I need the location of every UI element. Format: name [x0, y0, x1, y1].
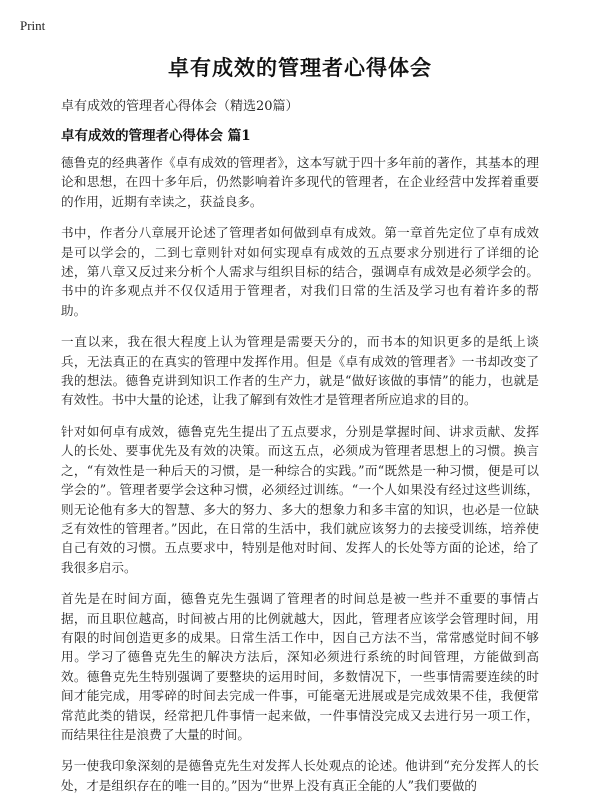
paragraph: 另一使我印象深刻的是德鲁克先生对发挥人长处观点的论述。他讲到“充分发挥人的长处，才是组织存在的唯一目的。”因为“世界上没有真正全能的人”我们要做的	[61, 758, 539, 793]
paragraph: 书中，作者分八章展开论述了管理者如何做到卓有成效。第一章首先定位了卓有成效是可以学会的，二到七章则针对如何实现卓有成效的五点要求分别进行了详细的论述，第八章又反过来分析个人需求与组织目标的结合，强调卓有成效是必须学会的。书中的许多观点并不仅仅适用于管理者，对我们日常的生活及学习也有着许多的帮助。	[61, 225, 539, 318]
print-link[interactable]: Print	[20, 18, 46, 33]
paragraph: 首先是在时间方面，德鲁克先生强调了管理者的时间总是被一些并不重要的事情占据，而且职位越高，时间被占用的比例就越大，因此，管理者应该学会管理时间，用有限的时间创造更多的成果。日常生活工作中，因自己方法不当，常常感觉时间不够用。学习了德鲁克先生的解决方法后，深知必须进行系统的时间管理，方能做到高效。德鲁克先生特别强调了要整块的运用时间，多数情况下，一些事情需要连续的时间才能完成，用零碎的时间去完成一件事，可能毫无进展或是完成效果不佳，我便常常范此类的错误，经常把几件事情一起来做，一件事情没完成又去进行另一项工作，而结果往往是浪费了大量的时间。	[61, 591, 539, 742]
page-title: 卓有成效的管理者心得体会	[168, 55, 432, 80]
paragraph: 一直以来，我在很大程度上认为管理是需要天分的，而书本的知识更多的是纸上谈兵，无法真正的在真实的管理中发挥作用。但是《卓有成效的管理者》一书却改变了我的想法。德鲁克讲到知识工作者的生产力，就是“做好该做的事情”的能力，也就是有效性。书中大量的论述，让我了解到有效性才是管理者所应追求的目的。	[61, 334, 539, 408]
paragraph: 德鲁克的经典著作《卓有成效的管理者》，这本写就于四十多年前的著作，其基本的理论和思想，在四十多年后，仍然影响着许多现代的管理者，在企业经营中发挥着重要的作用，近期有幸读之，获益良多。	[61, 155, 539, 209]
article-body	[61, 153, 539, 807]
paragraph: 针对如何卓有成效，德鲁克先生提出了五点要求，分别是掌握时间、讲求贡献、发挥人的长处、要事优先及有效的决策。而这五点，必须成为管理者思想上的习惯。换言之，“有效性是一种后天的习惯，是一种综合的实践。”而“既然是一种习惯，便是可以学会的”。管理者要学会这种习惯，必须经过训练。“一个人如果没有经过这些训练，则无论他有多大的智慧、多大的努力、多大的想象力和多丰富的知识，也必是一位缺乏有效性的管理者。”因此，在日常的生活中，我们就应该努力的去接受训练，培养使自己有效的习惯。五点要求中，特别是他对时间、发挥人的长处等方面的论述，给了我很多启示。	[61, 423, 539, 575]
document-subtitle: 卓有成效的管理者心得体会（精选20篇）	[61, 99, 299, 114]
section-heading: 卓有成效的管理者心得体会 篇1	[61, 128, 251, 144]
